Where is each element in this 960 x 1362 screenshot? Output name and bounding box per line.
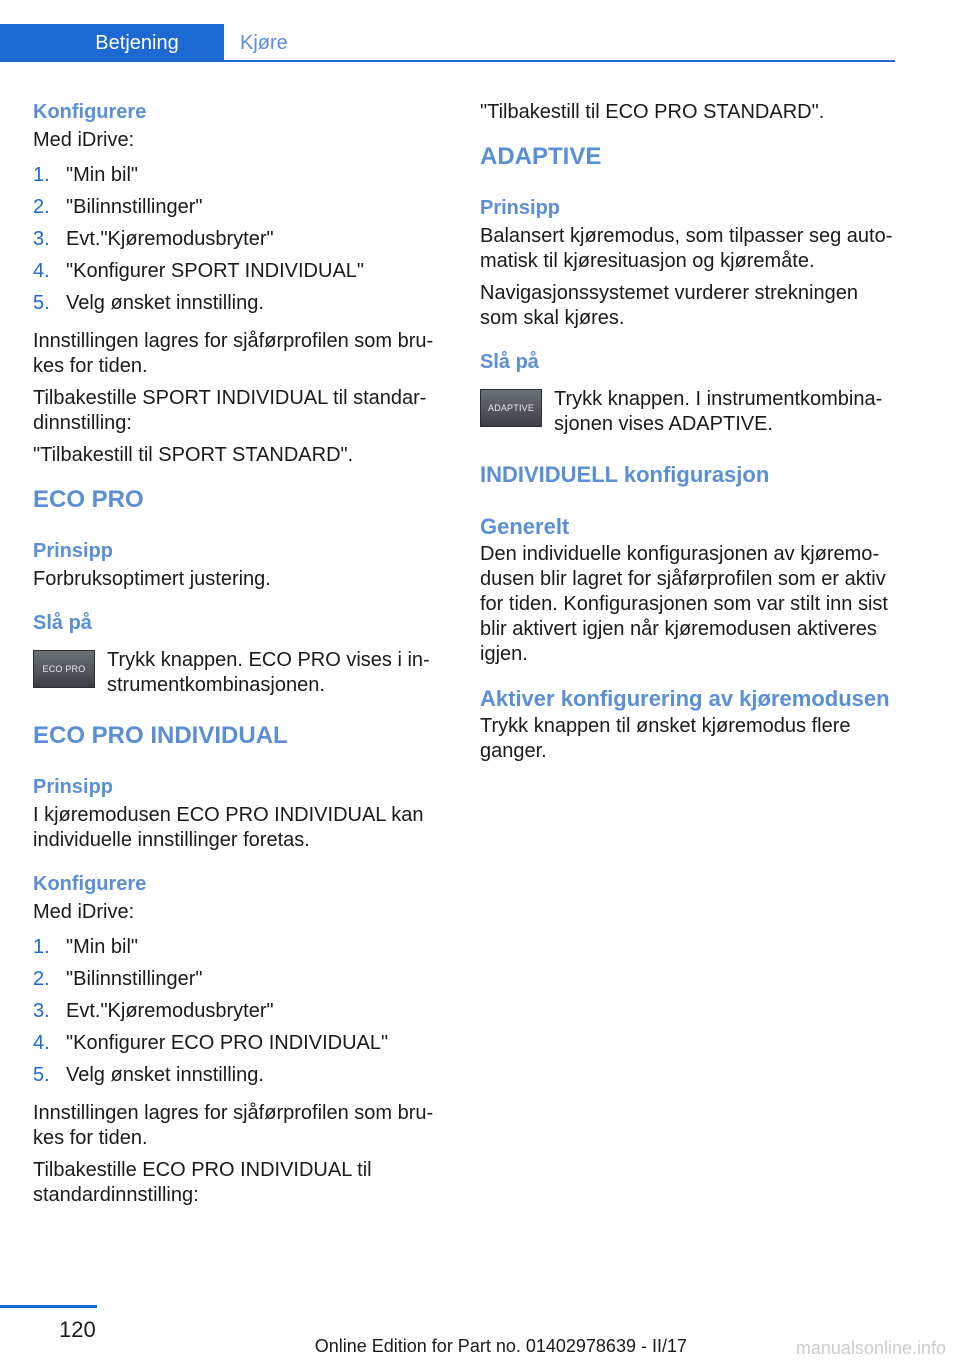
step-text: "Konfigurer SPORT INDIVIDUAL" [66,260,365,282]
section-heading-individual: INDIVIDUELL konfigurasjon [480,462,770,487]
configure-steps [33,163,448,323]
principle-text: Forbruksoptimert justering. [33,568,271,590]
step-number: 3. [33,1000,50,1022]
step-text: Evt."Kjøremodusbryter" [66,228,274,250]
adaptive-button-label: ADAPTIVE [487,403,535,413]
principle-heading: Prinsipp [33,776,114,798]
principle-text: Balansert kjøremodus, som tilpasser seg automatisk til kjøresituasjon og kjøremåte. [480,225,893,272]
list-item [33,195,448,227]
step-number: 5. [33,292,50,314]
step-number: 1. [33,164,50,186]
configure-intro: Med iDrive: [33,129,135,151]
configure-intro: Med iDrive: [33,901,135,923]
list-item [33,163,448,195]
list-item [33,935,448,967]
configure-note: "Tilbakestill til SPORT STANDARD". [33,444,354,466]
switch-on-heading: Slå på [480,351,539,373]
step-text: "Bilinnstillinger" [66,968,203,990]
step-number: 3. [33,228,50,250]
principle-heading: Prinsipp [33,540,114,562]
configure-note: Innstillingen lagres for sjåførprofilen som brukes for tiden. [33,1102,434,1149]
step-text: "Bilinnstillinger" [66,196,203,218]
watermark: manualsonline.info [795,1338,946,1358]
step-text: Evt."Kjøremodusbryter" [66,1000,274,1022]
step-number: 4. [33,260,50,282]
eco-pro-instruction [33,648,448,698]
step-text: "Konfigurer ECO PRO INDIVIDUAL" [66,1032,389,1054]
right-column [480,100,895,771]
activate-heading: Aktiver konfigurering av kjøremodusen [480,686,890,711]
page-number: 120 [59,1317,96,1342]
configure-note: Innstillingen lagres for sjåførprofilen som brukes for tiden. [33,330,434,377]
footer-rule [0,1305,97,1308]
edition-text: Online Edition for Part no. 01402978639 - II/17 [314,1336,687,1356]
section-heading-eco-pro-individual: ECO PRO INDIVIDUAL [33,722,288,749]
general-text: Den individuelle konfigurasjonen av kjøremodusen blir lagret for sjåførprofilen som er aktiv for tiden. Konfigurasjonen som var stilt inn sist blir aktivert igjen når kjøremodusen aktiveres igjen. [480,543,888,665]
list-item [33,291,448,323]
adaptive-button-icon [480,389,542,427]
principle-text: I kjøremodusen ECO PRO INDIVIDUAL kan individuelle innstillinger foretas. [33,804,424,851]
list-item [33,967,448,999]
principle-heading: Prinsipp [480,197,561,219]
step-number: 1. [33,936,50,958]
list-item [33,1063,448,1095]
activate-text: Trykk knappen til ønsket kjøremodus flere ganger. [480,715,851,762]
tab-betjening[interactable]: Betjening [0,24,224,62]
configure-heading: Konfigurere [33,101,147,123]
list-item [33,259,448,291]
tab-kjore[interactable]: Kjøre [240,32,288,54]
configure-note: Tilbakestille ECO PRO INDIVIDUAL til standardinnstilling: [33,1159,372,1206]
eco-pro-button-label: ECO PRO [42,664,86,674]
adaptive-instruction [480,387,895,437]
step-number: 5. [33,1064,50,1086]
list-item [33,1031,448,1063]
header-rule [0,60,895,62]
step-text: Velg ønsket innstilling. [66,292,264,314]
principle-text: Navigasjonssystemet vurderer strekningen som skal kjøres. [480,282,858,329]
configure-heading: Konfigurere [33,873,147,895]
section-heading-eco-pro: ECO PRO [33,486,144,513]
general-heading: Generelt [480,514,570,539]
step-text: "Min bil" [66,164,138,186]
list-item [33,227,448,259]
eco-pro-button-icon [33,650,95,688]
section-heading-adaptive: ADAPTIVE [480,143,602,170]
list-item [33,999,448,1031]
configure-steps [33,935,448,1095]
step-text: "Min bil" [66,936,138,958]
adaptive-instruction-text: Trykk knappen. I instrumentkombinasjonen vises ADAPTIVE. [554,388,883,435]
eco-pro-instruction-text: Trykk knappen. ECO PRO vises i instrumentkombinasjonen. [107,649,430,696]
step-number: 2. [33,196,50,218]
configure-note: Tilbakestille SPORT INDIVIDUAL til standardinnstilling: [33,387,427,434]
step-number: 2. [33,968,50,990]
left-column [33,100,448,1215]
switch-on-heading: Slå på [33,612,92,634]
header-tabs [0,24,895,62]
step-number: 4. [33,1032,50,1054]
step-text: Velg ønsket innstilling. [66,1064,264,1086]
reset-text: "Tilbakestill til ECO PRO STANDARD". [480,101,825,123]
